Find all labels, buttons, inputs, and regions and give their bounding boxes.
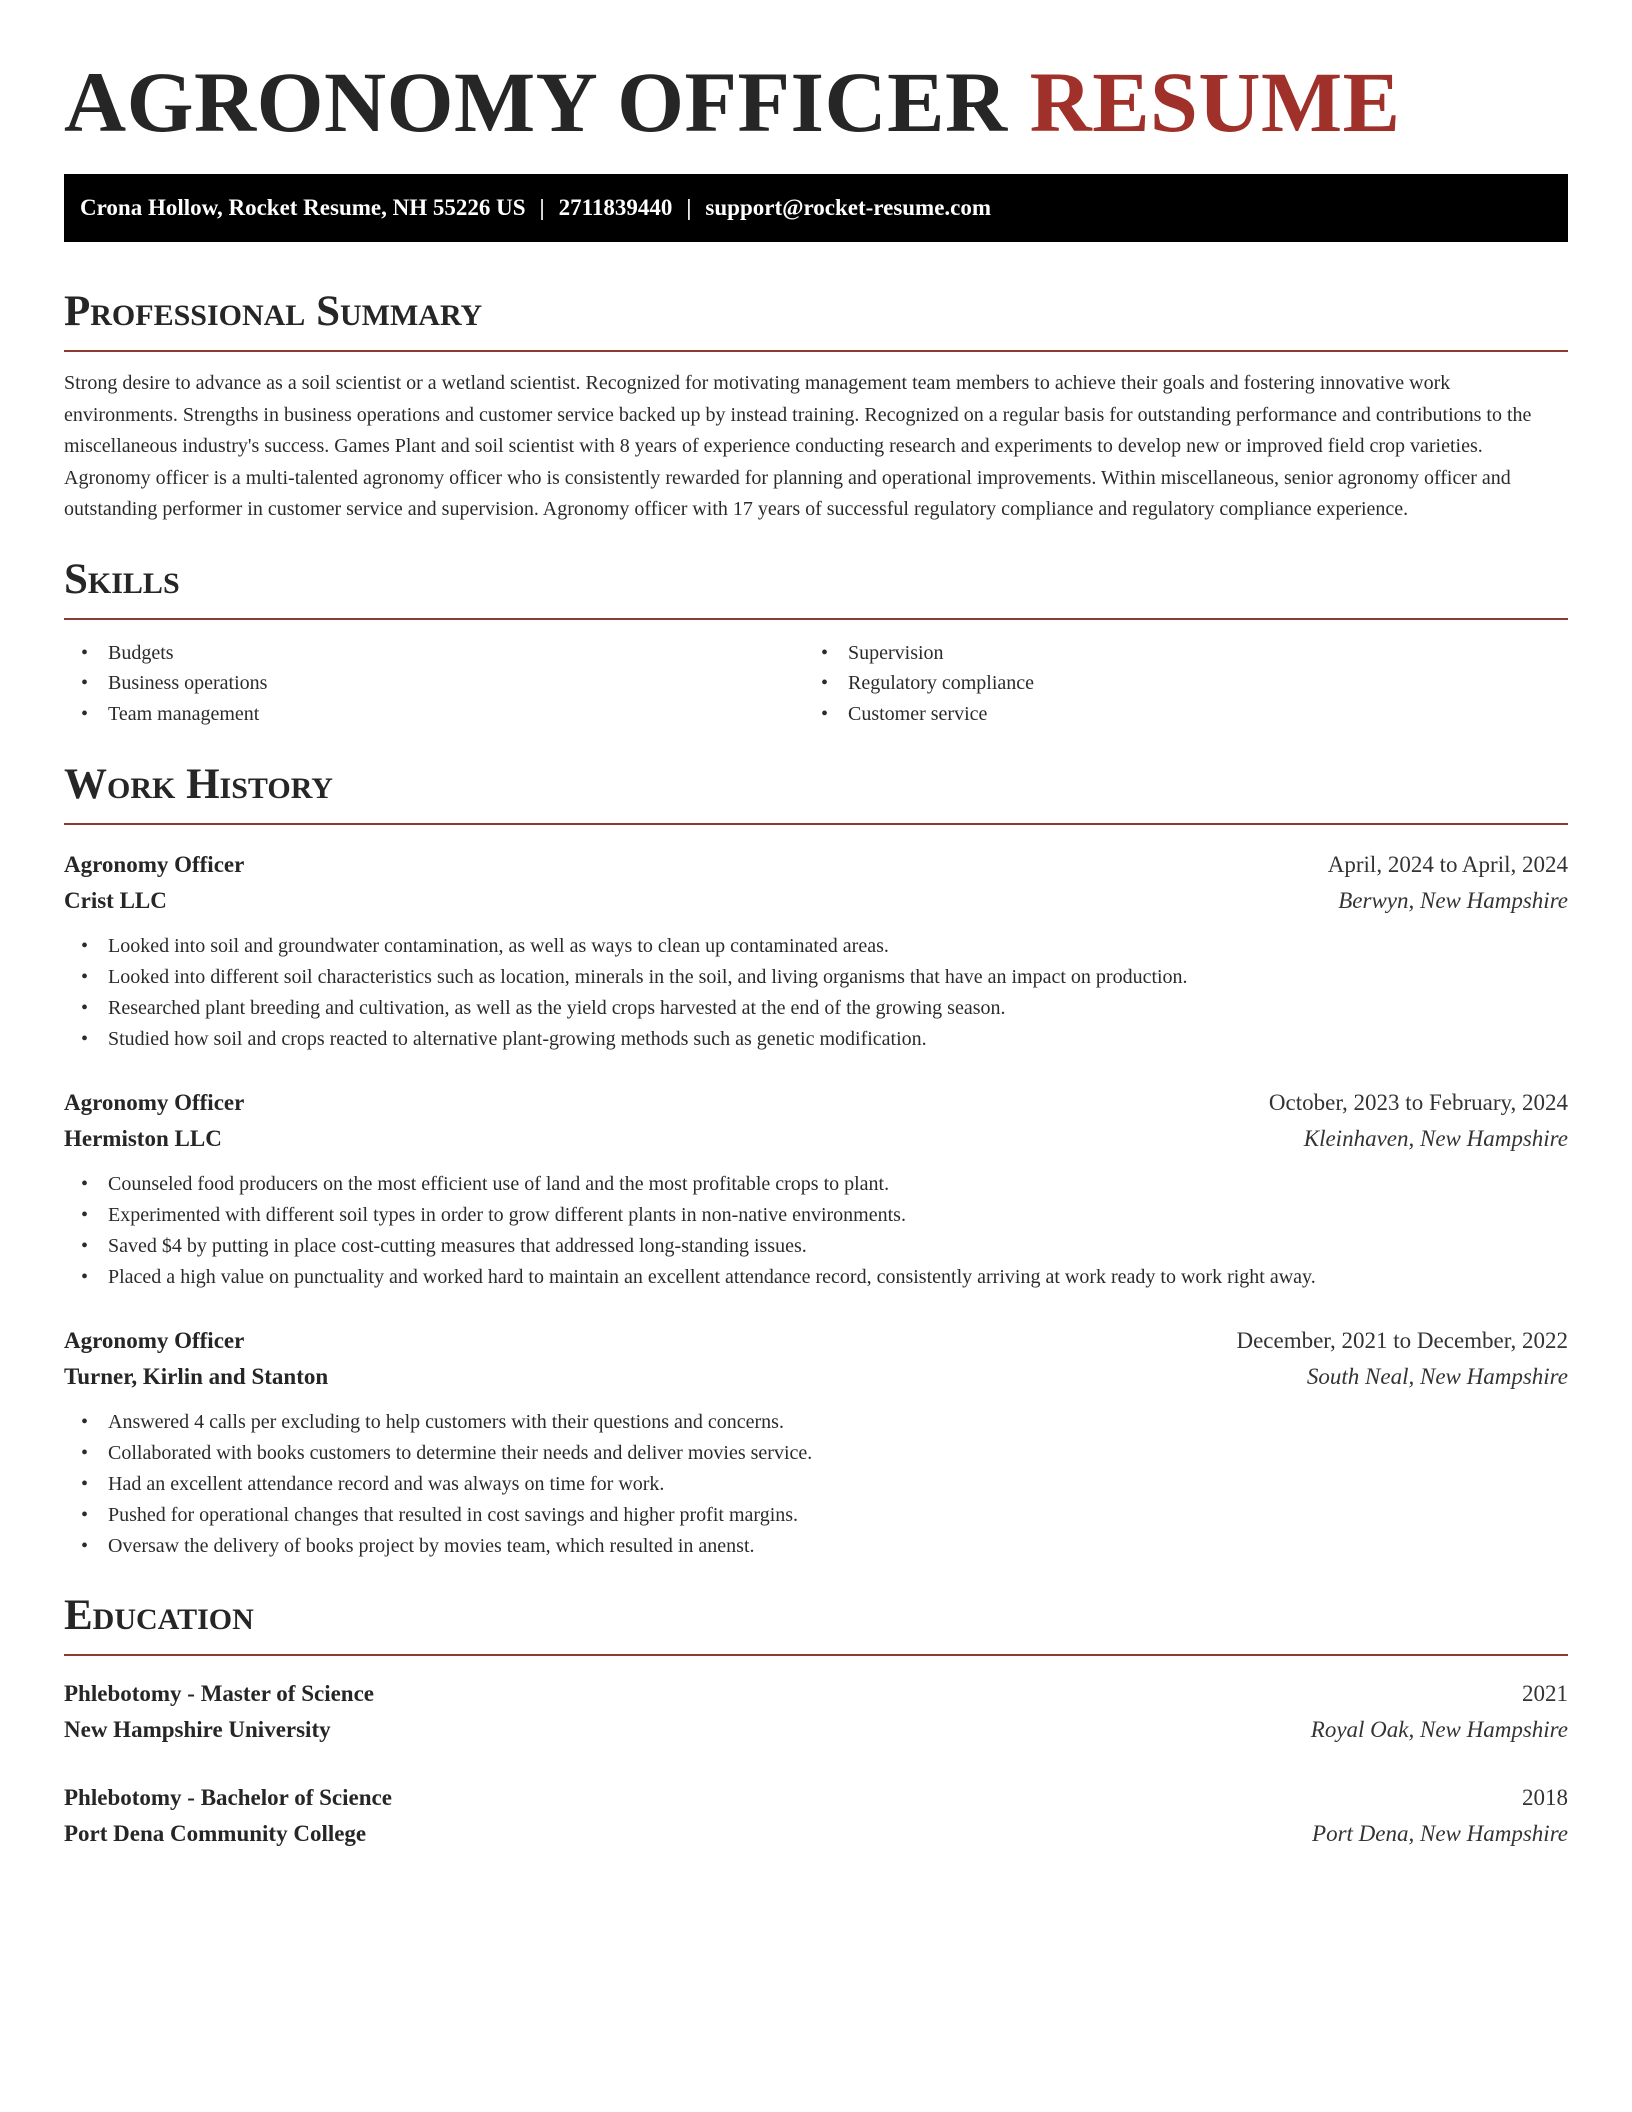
skill-item: • Customer service (804, 699, 1544, 730)
school-location: Royal Oak, New Hampshire (1310, 1717, 1568, 1742)
company-name: Turner, Kirlin and Stanton (64, 1364, 329, 1389)
section-divider (64, 618, 1568, 620)
job-location: Kleinhaven, New Hampshire (1303, 1126, 1568, 1151)
school-name: New Hampshire University (64, 1717, 331, 1742)
skills-heading: Skills (64, 555, 180, 603)
skill-item: • Business operations (64, 668, 804, 699)
job-duty: • Answered 4 calls per excluding to help customers with their questions and concerns. (64, 1407, 1568, 1438)
education-heading: Education (64, 1592, 254, 1639)
job-dates: April, 2024 to April, 2024 (1327, 852, 1568, 877)
contact-email: support@rocket-resume.com (705, 195, 992, 220)
job-duty: • Saved $4 by putting in place cost-cutting measures that addressed long-standing issues. (64, 1231, 1568, 1262)
education-entry (64, 1676, 1568, 1748)
skill-item: • Team management (64, 699, 804, 730)
work-entry (64, 847, 1568, 1055)
contact-phone: 2711839440 (558, 195, 673, 220)
job-duty: • Collaborated with books customers to determine their needs and deliver movies service. (64, 1438, 1568, 1469)
job-duties-list (64, 1169, 1568, 1293)
job-duty: • Looked into different soil characteristics such as location, minerals in the soil, and living organisms that have an impact on production. (64, 962, 1568, 993)
work-history-heading: Work History (64, 761, 333, 808)
education-entry (64, 1780, 1568, 1852)
job-duty: • Counseled food producers on the most efficient use of land and the most profitable crops to plant. (64, 1169, 1568, 1200)
title-main: AGRONOMY OFFICER (64, 54, 1008, 150)
skills-column-left (64, 638, 804, 730)
skill-item: • Regulatory compliance (804, 668, 1544, 699)
section-divider (64, 1654, 1568, 1656)
school-location: Port Dena, New Hampshire (1312, 1821, 1568, 1846)
contact-separator: | (539, 195, 545, 220)
job-duty: • Experimented with different soil types in order to grow different plants in non-native environments. (64, 1200, 1568, 1231)
work-entry (64, 1085, 1568, 1293)
job-duties-list (64, 931, 1568, 1055)
skills-column-right (804, 638, 1544, 730)
contact-address: Crona Hollow, Rocket Resume, NH 55226 US (80, 195, 526, 220)
job-duty: • Placed a high value on punctuality and worked hard to maintain an excellent attendance record, consistently arriving at work ready to work right away. (64, 1262, 1568, 1293)
work-history-section (64, 761, 1568, 1562)
section-divider (64, 350, 1568, 352)
job-duty: • Pushed for operational changes that resulted in cost savings and higher profit margins. (64, 1500, 1568, 1531)
graduation-year: 2018 (1522, 1785, 1568, 1810)
contact-bar (64, 174, 1568, 242)
job-location: South Neal, New Hampshire (1306, 1364, 1568, 1389)
work-entry (64, 1323, 1568, 1562)
summary-section (64, 288, 1568, 526)
skill-item: • Supervision (804, 638, 1544, 669)
graduation-year: 2021 (1522, 1681, 1568, 1706)
job-duty: • Had an excellent attendance record and was always on time for work. (64, 1469, 1568, 1500)
job-title: Agronomy Officer (64, 852, 245, 877)
job-location: Berwyn, New Hampshire (1338, 888, 1568, 913)
company-name: Crist LLC (64, 888, 167, 913)
summary-text: Strong desire to advance as a soil scientist or a wetland scientist. Recognized for motivating management team members to achieve their goals and fostering innovative work environments. Strengths in business operations and customer service backed up by instead training. Recognized on a regular basis for outstanding performance and contributions to the miscellaneous industry's success. Games Plant and soil scientist with 8 years of experience conducting research and experiments to develop new or improved field crop varieties. Agronomy officer is a multi-talented agronomy officer who is consistently rewarded for planning and operational improvements. Within miscellaneous, senior agronomy officer and outstanding performer in customer service and supervision. Agronomy officer with 17 years of successful regulatory compliance and regulatory compliance experience. (64, 372, 1532, 520)
job-title: Agronomy Officer (64, 1328, 245, 1353)
job-duties-list (64, 1407, 1568, 1562)
resume-title (64, 54, 1568, 150)
company-name: Hermiston LLC (64, 1126, 222, 1151)
education-section (64, 1592, 1568, 1852)
skills-grid (64, 638, 1568, 730)
degree-name: Phlebotomy - Bachelor of Science (64, 1785, 392, 1810)
contact-separator: | (686, 195, 692, 220)
skill-item: • Budgets (64, 638, 804, 669)
job-duty: • Looked into soil and groundwater contamination, as well as ways to clean up contaminated areas. (64, 931, 1568, 962)
school-name: Port Dena Community College (64, 1821, 367, 1846)
degree-name: Phlebotomy - Master of Science (64, 1681, 374, 1706)
job-duty: • Studied how soil and crops reacted to alternative plant-growing methods such as genetic modification. (64, 1024, 1568, 1055)
skills-section (64, 556, 1568, 730)
section-divider (64, 823, 1568, 825)
job-dates: December, 2021 to December, 2022 (1236, 1328, 1568, 1353)
title-accent: RESUME (1029, 54, 1401, 150)
job-dates: October, 2023 to February, 2024 (1268, 1090, 1568, 1115)
job-title: Agronomy Officer (64, 1090, 245, 1115)
job-duty: • Researched plant breeding and cultivation, as well as the yield crops harvested at the end of the growing season. (64, 993, 1568, 1024)
job-duty: • Oversaw the delivery of books project by movies team, which resulted in anenst. (64, 1531, 1568, 1562)
summary-heading: Professional Summary (64, 288, 483, 335)
